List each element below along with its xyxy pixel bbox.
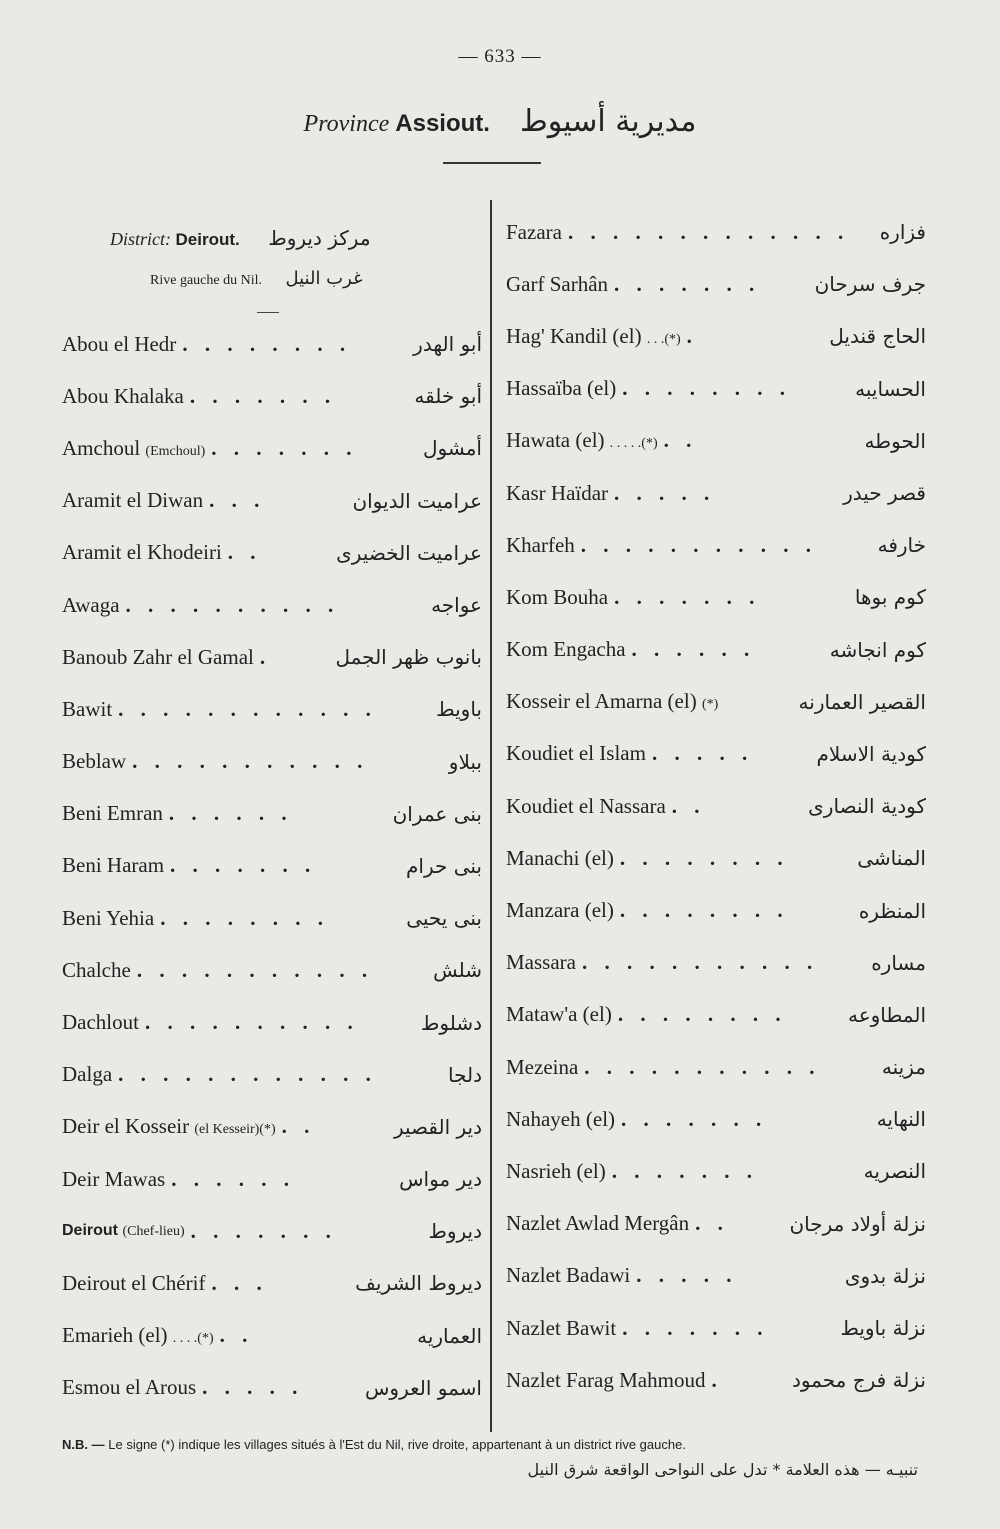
leader-dots: . . . . . . . .	[622, 376, 791, 401]
village-name-text: Nazlet Badawi	[506, 1263, 631, 1288]
village-name	[506, 533, 575, 558]
leader-dots: . .	[671, 793, 706, 818]
village-name	[506, 272, 608, 297]
village-name	[62, 645, 254, 670]
list-item	[506, 832, 926, 884]
village-name	[506, 324, 681, 349]
village-name-text: Koudiet el Nassara	[506, 793, 666, 818]
leader-dots: . . . . . . .	[614, 584, 761, 609]
village-name-text: Manzara (el)	[506, 898, 614, 923]
village-arabic: الحسايبه	[855, 376, 926, 401]
leader-dots: . . . . . . . .	[617, 1002, 787, 1027]
village-name-text: Dalga	[62, 1062, 113, 1087]
leader-dots: . . . . .	[202, 1375, 304, 1400]
village-arabic: باويط	[436, 697, 482, 722]
footnote-arabic: تنبيـه — هذه العلامة * تدل على النواحى الواقعة شرق النيل	[527, 1460, 918, 1479]
list-item	[62, 1205, 482, 1257]
leader-dots: . . . . . . .	[170, 853, 317, 878]
village-name	[62, 1010, 139, 1035]
village-name	[506, 1107, 615, 1132]
leader-dots: . . . . . . . . . . .	[132, 749, 369, 774]
village-name	[62, 488, 203, 513]
list-item	[506, 1354, 926, 1406]
village-name-text: Fazara	[506, 219, 562, 244]
village-arabic: الحوطه	[864, 428, 926, 453]
leader-dots: . . . . . . . .	[160, 905, 329, 930]
village-name-text: Nazlet Bawit	[506, 1315, 617, 1340]
village-name-text: Beni Haram	[62, 853, 165, 878]
village-name-text: Aramit el Diwan	[62, 488, 204, 513]
village-name-text: Mezeina	[506, 1054, 579, 1079]
village-name-text: Nazlet Awlad Mergân	[506, 1211, 690, 1236]
village-arabic: اسمو العروس	[365, 1375, 482, 1400]
village-arabic: دلجا	[447, 1062, 482, 1087]
village-name	[62, 749, 126, 774]
list-item	[506, 1250, 926, 1302]
river-bank-arabic: غرب النيل	[285, 268, 363, 289]
village-arabic: نزلة بدوى	[844, 1263, 926, 1288]
village-name-text: Chalche	[62, 957, 131, 982]
village-name	[506, 481, 608, 506]
village-name-text: Kom Bouha	[506, 584, 609, 609]
title-divider	[443, 162, 541, 164]
list-item	[62, 527, 482, 579]
village-name	[506, 1159, 606, 1184]
village-name-text: Beni Yehia	[62, 905, 155, 930]
province-label: Province	[303, 111, 390, 137]
leader-dots: . . . . . . .	[621, 1106, 768, 1131]
village-arabic: ببلاو	[448, 749, 482, 774]
village-name	[62, 540, 222, 565]
village-name-text: Emarieh (el)	[62, 1323, 168, 1348]
village-name-text: Beblaw	[62, 749, 127, 774]
list-item	[62, 892, 482, 944]
village-name	[506, 794, 666, 819]
village-name	[506, 220, 562, 245]
village-name	[62, 1271, 205, 1296]
village-name-text: Massara	[506, 950, 576, 975]
list-item	[62, 1153, 482, 1205]
village-name-text: Awaga	[62, 592, 120, 617]
list-item	[506, 1198, 926, 1250]
leader-dots: . . . . . . . . . .	[125, 592, 340, 617]
village-name-text: Bawit	[62, 696, 113, 721]
leader-dots: . .	[219, 1323, 254, 1348]
village-arabic: بنى حرام	[406, 853, 482, 878]
list-item	[62, 1257, 482, 1309]
leader-dots: . . . . . .	[168, 801, 293, 826]
list-item	[62, 1101, 482, 1153]
village-name-text: Manachi (el)	[506, 845, 614, 870]
village-note: . . . . .(*)	[609, 436, 658, 452]
village-arabic: عراميت الخضيرى	[336, 540, 482, 565]
leader-dots: . . .	[211, 1270, 268, 1295]
list-item	[506, 989, 926, 1041]
village-arabic: أمشول	[423, 436, 482, 461]
list-item	[62, 840, 482, 892]
village-arabic: فزاره	[879, 220, 926, 245]
village-name-text: Kasr Haïdar	[506, 480, 609, 505]
village-name	[62, 332, 176, 357]
leader-dots: . . . . .	[651, 741, 754, 766]
right-column-list	[506, 206, 926, 1406]
village-name	[506, 1316, 616, 1341]
village-arabic: عواجه	[431, 593, 482, 618]
list-item	[506, 363, 926, 415]
list-item	[506, 1145, 926, 1197]
list-item	[506, 937, 926, 989]
list-item	[506, 624, 926, 676]
village-name	[62, 906, 154, 931]
village-name-text: Deirout el Chérif	[62, 1270, 206, 1295]
leader-dots: .	[259, 644, 272, 669]
village-name	[62, 958, 131, 983]
village-name-text: Kharfeh	[506, 532, 575, 557]
leader-dots: . .	[281, 1114, 316, 1139]
list-item	[506, 415, 926, 467]
list-item	[506, 1302, 926, 1354]
village-note: (Emchoul)	[145, 443, 206, 459]
leader-dots: . . . . . . .	[611, 1158, 758, 1183]
village-arabic: ديروط	[428, 1219, 482, 1244]
village-name	[62, 1167, 165, 1192]
list-item	[506, 206, 926, 258]
district-name: Deirout.	[175, 230, 240, 249]
village-name-text: Nasrieh (el)	[506, 1158, 606, 1183]
village-name-text: Deir el Kosseir	[62, 1114, 190, 1139]
village-name-text: Deirout	[62, 1222, 118, 1240]
village-arabic: القصير العمارنه	[798, 689, 926, 714]
district-label: District:	[110, 229, 171, 249]
list-item	[62, 736, 482, 788]
province-arabic: مديرية أسيوط	[519, 104, 697, 139]
footnote-label: N.B. —	[62, 1437, 105, 1452]
page-title	[0, 104, 1000, 139]
village-arabic: كودية الاسلام	[816, 741, 926, 766]
village-name	[506, 846, 614, 871]
village-name-text: Banoub Zahr el Gamal	[62, 644, 254, 669]
village-arabic: جرف سرحان	[814, 272, 926, 297]
village-name-text: Koudiet el Islam	[506, 741, 646, 766]
village-note: (el Kesseir)(*)	[194, 1122, 276, 1138]
village-arabic: مساره	[871, 950, 926, 975]
column-divider	[490, 200, 492, 1432]
page-number: — 633 —	[458, 46, 542, 67]
leader-dots: . . . . . . . .	[619, 898, 789, 923]
village-name	[62, 1114, 276, 1139]
section-divider	[257, 312, 279, 313]
list-item	[506, 780, 926, 832]
list-item	[506, 258, 926, 310]
village-arabic: نزلة أولاد مرجان	[789, 1211, 926, 1236]
village-arabic: الحاج قنديل	[829, 324, 926, 349]
village-name	[506, 376, 616, 401]
river-bank-label: Rive gauche du Nil.	[150, 273, 262, 288]
village-arabic: نزلة فرج محمود	[791, 1368, 926, 1393]
footnote	[62, 1436, 942, 1454]
leader-dots: . . . . . . . . . . .	[584, 1054, 821, 1079]
leader-dots: . . . . .	[614, 480, 716, 505]
leader-dots: . . . . . . .	[190, 1218, 337, 1243]
list-item	[506, 676, 926, 728]
list-item	[62, 318, 482, 370]
leader-dots: . .	[227, 540, 262, 565]
village-arabic: كودية النصارى	[808, 794, 926, 819]
village-name-text: Nahayeh (el)	[506, 1106, 616, 1131]
village-name	[506, 637, 626, 662]
village-note: . . .(*)	[646, 331, 681, 347]
village-name	[62, 384, 184, 409]
village-arabic: مزينه	[881, 1055, 926, 1080]
village-name	[62, 1062, 112, 1087]
village-arabic: دير مواس	[399, 1167, 482, 1192]
district-heading	[110, 226, 480, 250]
list-item	[506, 467, 926, 519]
leader-dots: . . . . . . . . . . . .	[118, 696, 377, 721]
village-name	[506, 1211, 689, 1236]
village-arabic: العماريه	[417, 1323, 482, 1348]
leader-dots: . . . . . . . . . . .	[136, 957, 374, 982]
village-arabic: نزلة باويط	[840, 1316, 926, 1341]
leader-dots: . . . . . .	[171, 1166, 295, 1191]
village-name	[506, 689, 718, 714]
list-item	[62, 1049, 482, 1101]
list-item	[506, 1093, 926, 1145]
village-name	[506, 1263, 630, 1288]
village-name-text: Kom Engacha	[506, 637, 626, 662]
village-name	[62, 697, 112, 722]
village-name-text: Kosseir el Amarna (el)	[506, 689, 697, 714]
village-name-text: Abou Khalaka	[62, 383, 184, 408]
village-name	[506, 428, 658, 453]
leader-dots: .	[711, 1367, 723, 1392]
village-name	[62, 593, 120, 618]
list-item	[62, 422, 482, 474]
village-arabic: المنظره	[858, 898, 926, 923]
list-item	[62, 944, 482, 996]
village-name-text: Aramit el Khodeiri	[62, 540, 222, 565]
village-arabic: أبو الهدر	[413, 332, 482, 357]
village-arabic: خارفه	[877, 533, 926, 558]
leader-dots: . . . . . .	[631, 637, 756, 662]
leader-dots: .	[686, 323, 698, 348]
village-name-text: Garf Sarhân	[506, 271, 609, 296]
village-name-text: Nazlet Farag Mahmoud	[506, 1367, 706, 1392]
leader-dots: . . . . . . . . . . .	[581, 950, 819, 975]
village-name-text: Beni Emran	[62, 801, 163, 826]
village-name	[62, 1323, 214, 1348]
leader-dots: . . . . . . . . . . .	[580, 532, 818, 557]
leader-dots: . . . . . . . . . . . .	[118, 1062, 377, 1087]
river-bank-heading	[150, 268, 480, 289]
footnote-text: Le signe (*) indique les villages situés à l'Est du Nil, rive droite, appartenant à un district rive gauche.	[108, 1437, 686, 1452]
village-name-text: Abou el Hedr	[62, 331, 177, 356]
village-name-text: Dachlout	[62, 1010, 139, 1035]
village-arabic: دير القصير	[393, 1114, 482, 1139]
list-item	[62, 631, 482, 683]
village-name	[506, 1002, 612, 1027]
village-note: . . . .(*)	[172, 1331, 214, 1347]
list-item	[62, 370, 482, 422]
village-arabic: النهايه	[876, 1107, 926, 1132]
leader-dots: . . . . .	[636, 1263, 738, 1288]
village-arabic: كوم انجاشه	[829, 637, 926, 662]
village-name-text: Hassaïba (el)	[506, 376, 617, 401]
list-item	[506, 519, 926, 571]
village-arabic: النصريه	[863, 1159, 926, 1184]
leader-dots: . . . . . . . . . .	[144, 1010, 359, 1035]
list-item	[62, 788, 482, 840]
village-arabic: دشلوط	[420, 1010, 482, 1035]
leader-dots: . . . . . . . .	[182, 331, 352, 356]
village-arabic: شلش	[433, 958, 482, 983]
village-name	[62, 853, 164, 878]
list-item	[62, 996, 482, 1048]
village-name	[506, 585, 608, 610]
village-name	[506, 1055, 578, 1080]
village-arabic: بنى يحيى	[406, 906, 482, 931]
list-item	[62, 579, 482, 631]
village-arabic: قصر حيدر	[843, 481, 926, 506]
village-arabic: المطاوعه	[847, 1002, 926, 1027]
village-name-text: Deir Mawas	[62, 1166, 166, 1191]
village-name	[62, 1375, 196, 1400]
village-name-text: Amchoul	[62, 435, 141, 460]
village-arabic: ديروط الشريف	[355, 1271, 482, 1296]
province-name: Assiout.	[395, 110, 490, 137]
list-item	[62, 1310, 482, 1362]
village-name	[62, 801, 163, 826]
village-name	[506, 741, 646, 766]
leader-dots: . . . . . . .	[211, 435, 358, 460]
leader-dots: . . . . . . .	[622, 1315, 769, 1340]
village-arabic: عراميت الديوان	[352, 488, 482, 513]
village-name	[506, 898, 614, 923]
leader-dots: . . . . . . . . . . . . .	[567, 219, 850, 244]
list-item	[506, 571, 926, 623]
leader-dots: . . . . . . .	[614, 271, 761, 296]
village-name	[62, 1222, 185, 1240]
leader-dots: . . . . . . .	[189, 383, 337, 408]
village-name	[62, 436, 205, 461]
leader-dots: . . .	[209, 488, 266, 513]
list-item	[506, 310, 926, 362]
village-name	[506, 950, 576, 975]
village-arabic: أبو خلقه	[414, 384, 482, 409]
list-item	[62, 1362, 482, 1414]
village-name	[506, 1368, 705, 1393]
village-arabic: بانوب ظهر الجمل	[335, 645, 482, 670]
leader-dots: . . . . . . . .	[619, 845, 789, 870]
leader-dots: . .	[663, 428, 698, 453]
village-name-text: Hag' Kandil (el)	[506, 323, 642, 348]
village-arabic: بنى عمران	[392, 801, 482, 826]
list-item	[62, 683, 482, 735]
list-item	[62, 475, 482, 527]
list-item	[506, 1041, 926, 1093]
village-name-text: Mataw'a (el)	[506, 1002, 612, 1027]
list-item	[506, 728, 926, 780]
village-arabic: كوم بوها	[854, 585, 926, 610]
list-item	[506, 884, 926, 936]
left-column-list	[62, 318, 482, 1414]
village-note: (*)	[701, 697, 719, 713]
village-note: (Chef-lieu)	[122, 1224, 185, 1240]
village-name-text: Hawata (el)	[506, 428, 605, 453]
village-arabic: المناشى	[857, 846, 926, 871]
village-name-text: Esmou el Arous	[62, 1375, 197, 1400]
district-arabic: مركز ديروط	[268, 226, 371, 250]
leader-dots: . .	[695, 1211, 729, 1236]
